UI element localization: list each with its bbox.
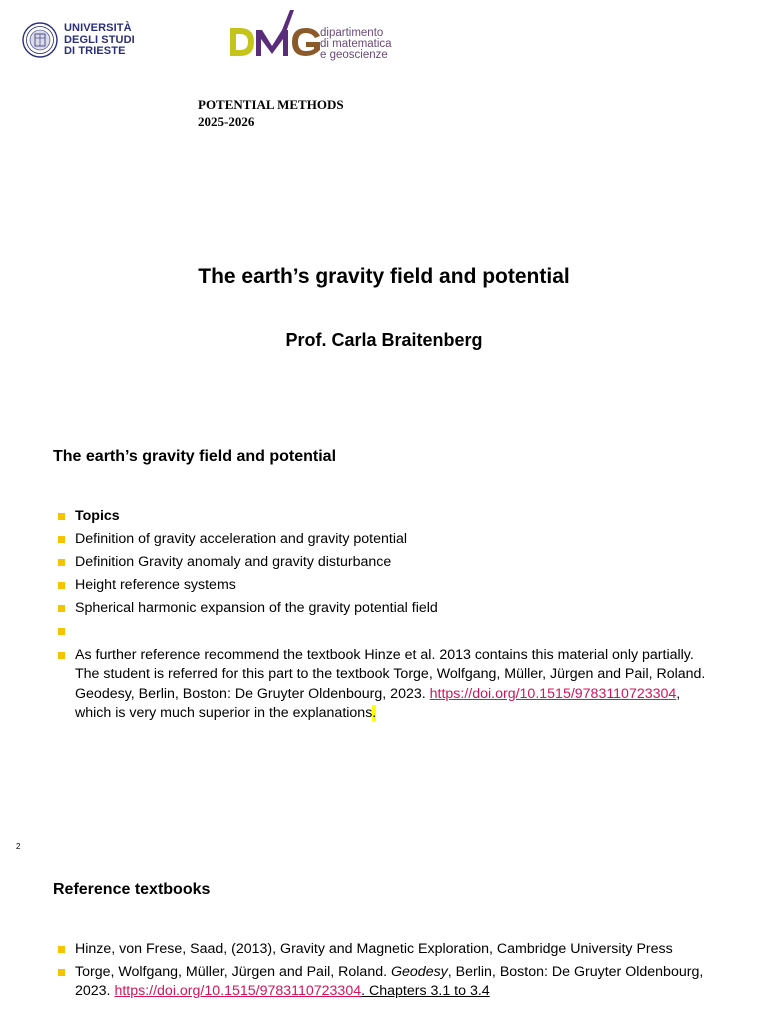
list-item: [58, 530, 718, 550]
bullet-square-icon: [58, 946, 65, 953]
bullet-square-icon: [58, 559, 65, 566]
author-name: Prof. Carla Braitenberg: [285, 330, 483, 350]
list-item-empty: [58, 622, 718, 642]
university-name: [64, 23, 135, 58]
section-heading-gravity: The earth’s gravity field and potential: [53, 448, 337, 465]
reference-note-after-link: , which is very much superior in the explanations: [75, 685, 681, 722]
reference-note-text: As further reference recommend the textbook Hinze et al. 2013 contains this material only partially. The student is referred for this part to the textbook Torge, Wolfgang, Müller, Jürgen and Pail, Roland. Geodesy, Berlin, Boston: De Gruyter Oldenbourg, 2023.: [75, 646, 706, 702]
university-name-line3: DI TRIESTE: [64, 45, 126, 57]
bullet-square-icon: [58, 628, 65, 635]
reference-text-post: , Berlin, Boston: De Gruyter Oldenbourg, 2023.: [75, 963, 704, 999]
bullet-square-icon: [58, 605, 65, 612]
list-item: [58, 599, 718, 619]
topic-text: Definition Gravity anomaly and gravity disturbance: [75, 554, 392, 571]
department-logo: [228, 6, 403, 66]
university-name-line1: UNIVERSITÀ: [64, 22, 132, 34]
course-year: 2025-2026: [198, 114, 255, 129]
topic-text: Height reference systems: [75, 577, 236, 594]
list-item: [58, 553, 718, 573]
reference-book-title: Geodesy: [390, 963, 448, 980]
topic-text: Spherical harmonic expansion of the gravity potential field: [75, 600, 438, 617]
dmg-logo-letters-icon: [228, 6, 324, 64]
bullet-square-icon: [58, 536, 65, 543]
topic-text: Definition of gravity acceleration and gravity potential: [75, 531, 408, 548]
reference-text: Hinze, von Frese, Saad, (2013), Gravity and Magnetic Exploration, Cambridge University Press: [75, 941, 673, 957]
reference-list: [58, 940, 718, 1005]
topics-label: Topics: [75, 508, 120, 524]
university-seal-icon: [22, 22, 58, 58]
bullet-square-icon: [58, 513, 65, 520]
list-item: [58, 576, 718, 596]
page-title: The earth’s gravity field and potential: [198, 265, 570, 288]
university-name-line2: DEGLI STUDI: [64, 33, 135, 46]
bullet-square-icon: [58, 969, 65, 976]
doi-link[interactable]: https://doi.org/10.1515/9783110723304: [429, 685, 677, 702]
section-heading-references: Reference textbooks: [53, 881, 211, 898]
course-header: [198, 96, 344, 130]
doi-link[interactable]: https://doi.org/10.1515/9783110723304: [114, 983, 362, 999]
department-name-line1: dipartimento: [320, 27, 384, 39]
highlighted-period: .: [372, 705, 377, 722]
department-name-line3: e geoscienze: [320, 49, 388, 61]
list-item: [58, 963, 718, 1002]
department-name-line2: di matematica: [320, 38, 392, 50]
bullet-square-icon: [58, 652, 65, 659]
reference-chapters: . Chapters 3.1 to 3.4: [361, 983, 490, 999]
page-number: 2: [16, 842, 21, 851]
bullet-square-icon: [58, 582, 65, 589]
list-item-reference-note: [58, 646, 718, 724]
list-item-topics-label: [58, 507, 718, 527]
list-item: [58, 940, 718, 960]
university-logo: [22, 22, 147, 60]
reference-text-pre: Torge, Wolfgang, Müller, Jürgen and Pail, Roland.: [75, 963, 391, 980]
department-name: [320, 28, 392, 61]
course-name: POTENTIAL METHODS: [198, 97, 344, 112]
topics-list: [58, 507, 718, 727]
